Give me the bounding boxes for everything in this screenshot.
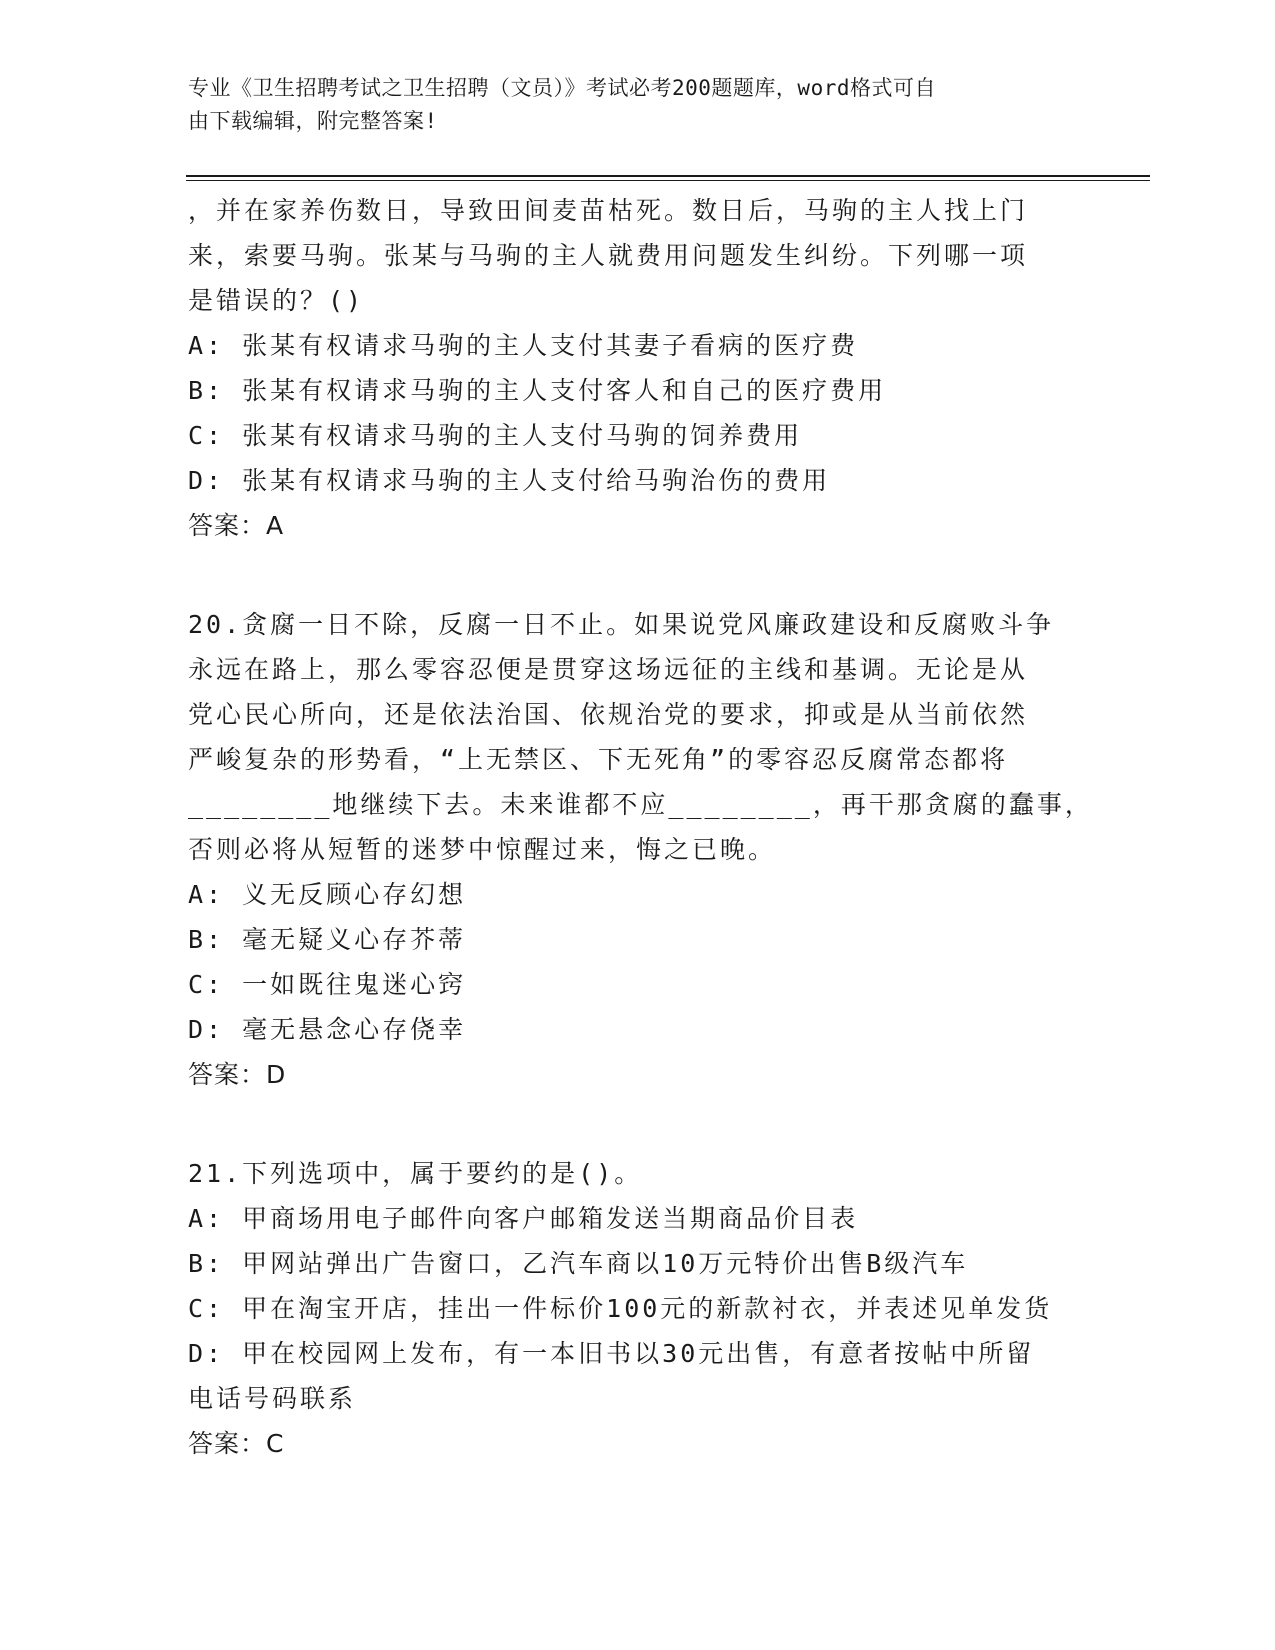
- option-b: B: 张某有权请求马驹的主人支付客人和自己的医疗费用: [188, 376, 887, 405]
- header-divider-thin: [186, 180, 1150, 181]
- option-d-continued: 电话号码联系: [188, 1384, 357, 1413]
- question-stem-line: 严峻复杂的形势看，“上无禁区、下无死角”的零容忍反腐常态都将: [188, 745, 1009, 774]
- header-title-line-2: 由下载编辑，附完整答案!: [188, 109, 438, 133]
- question-spacer: [188, 1097, 1088, 1151]
- option-d: D: 毫无悬念心存侥幸: [188, 1015, 467, 1044]
- answer-label: 答案：C: [188, 1429, 285, 1458]
- question-stem-line: 20.贪腐一日不除，反腐一日不止。如果说党风廉政建设和反腐败斗争: [188, 610, 1055, 639]
- option-b: B: 甲网站弹出广告窗口，乙汽车商以10万元特价出售B级汽车: [188, 1249, 969, 1278]
- question-stem-line: 来，索要马驹。张某与马驹的主人就费用问题发生纠纷。下列哪一项: [188, 241, 1029, 270]
- question-stem-line: ，并在家养伤数日，导致田间麦苗枯死。数日后，马驹的主人找上门: [188, 196, 1029, 225]
- question-stem-line: 否则必将从短暂的迷梦中惊醒过来，悔之已晚。: [188, 835, 777, 864]
- question-stem-line: 党心民心所向，还是依法治国、依规治党的要求，抑或是从当前依然: [188, 700, 1029, 729]
- option-c: C: 甲在淘宝开店，挂出一件标价100元的新款衬衣，并表述见单发货: [188, 1294, 1053, 1323]
- option-b: B: 毫无疑义心存芥蒂: [188, 925, 467, 954]
- question-spacer: [188, 548, 1088, 602]
- header-title-line-1: 专业《卫生招聘考试之卫生招聘（文员）》考试必考200题题库，word格式可自: [188, 76, 936, 100]
- option-a: A: 张某有权请求马驹的主人支付其妻子看病的医疗费: [188, 331, 859, 360]
- option-c: C: 一如既往鬼迷心窍: [188, 970, 467, 999]
- question-block-21: [188, 1151, 1088, 1466]
- answer-label: 答案：D: [188, 1060, 287, 1089]
- option-a: A: 义无反顾心存幻想: [188, 880, 467, 909]
- document-header: [188, 72, 1068, 138]
- header-divider-thick: [186, 175, 1150, 177]
- question-block-19: [188, 188, 1088, 548]
- question-block-20: [188, 602, 1093, 1097]
- option-a: A: 甲商场用电子邮件向客户邮箱发送当期商品价目表: [188, 1204, 859, 1233]
- answer-label: 答案：A: [188, 511, 285, 540]
- option-d: D: 张某有权请求马驹的主人支付给马驹治伤的费用: [188, 466, 831, 495]
- question-stem-line: 21.下列选项中，属于要约的是()。: [188, 1159, 643, 1188]
- question-stem-line: ________地继续下去。未来谁都不应________，再干那贪腐的蠢事，: [188, 790, 1093, 819]
- option-c: C: 张某有权请求马驹的主人支付马驹的饲养费用: [188, 421, 803, 450]
- question-stem-line: 是错误的？(): [188, 286, 365, 315]
- option-d: D: 甲在校园网上发布，有一本旧书以30元出售，有意者按帖中所留: [188, 1339, 1035, 1368]
- question-stem-line: 永远在路上，那么零容忍便是贯穿这场远征的主线和基调。无论是从: [188, 655, 1029, 684]
- question-list: [188, 188, 1093, 1466]
